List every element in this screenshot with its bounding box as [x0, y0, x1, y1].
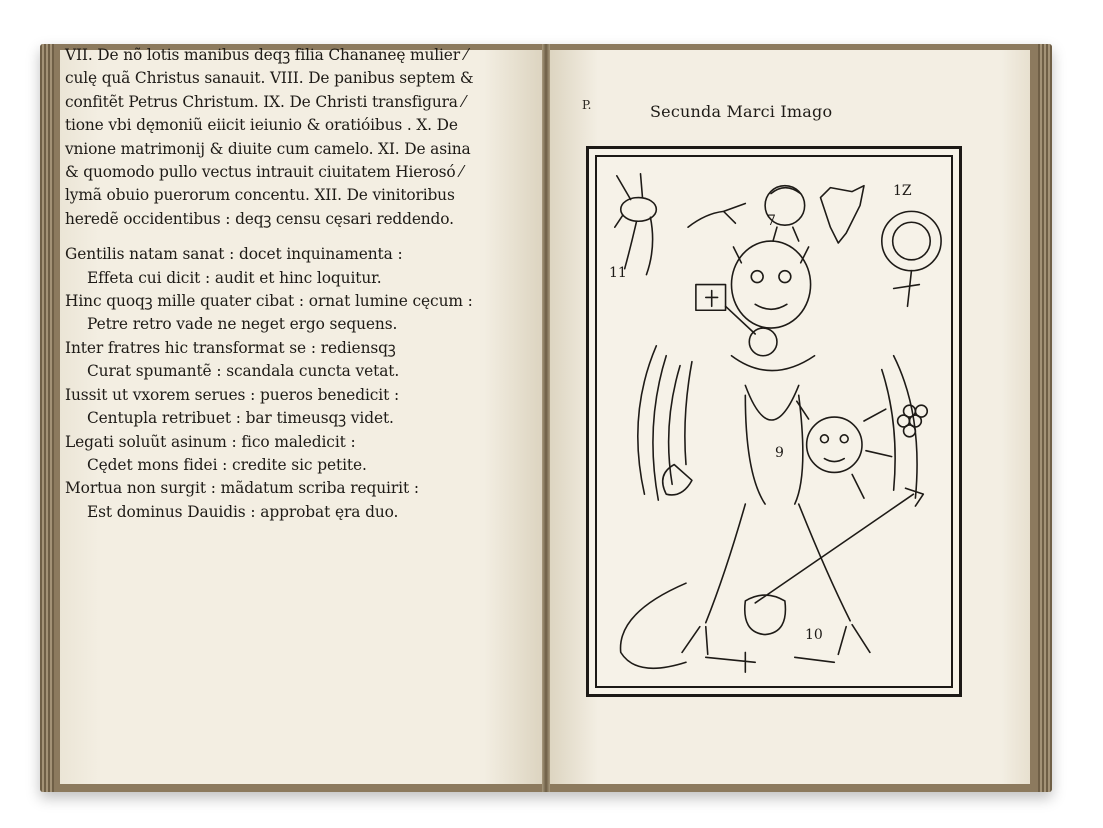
prose-line: lymã obuio puerorum concentu. XII. De vinitoribus [65, 186, 455, 205]
verse-line: Hinc quoqꝫ mille quater cibat : ornat lumine cęcum : [65, 292, 473, 311]
hare-figure [615, 174, 657, 275]
verse-line: Centupla retribuet : bar timeusqꝫ videt. [87, 409, 394, 428]
verse-line: Inter fratres hic transformat se : rediensqꝫ [65, 338, 396, 357]
purse-figure [745, 595, 786, 635]
verse-line: Cędet mons fidei : credite sic petite. [87, 455, 367, 474]
sun-face-figure [797, 401, 892, 498]
figure-number-11: 11 [609, 265, 627, 281]
figure-number-10: 10 [805, 627, 823, 643]
verse-block [65, 243, 473, 524]
hand-figure [688, 203, 745, 227]
book-gutter [542, 44, 550, 792]
verse-line: Mortua non surgit : mãdatum scriba requirit : [65, 479, 419, 498]
torso-figure [731, 356, 814, 504]
serpent-tail [621, 583, 686, 668]
prose-paragraph [65, 44, 474, 231]
verse-line: Curat spumantẽ : scandala cuncta vetat. [87, 362, 400, 381]
verse-line: Petre retro vade ne neget ergo sequens. [87, 315, 398, 334]
staff-figure [755, 488, 923, 603]
book-edge-left [40, 44, 54, 792]
prose-line: tione vbi dęmoniũ eiicit ieiunio & oratióibus . X. De [65, 116, 458, 135]
verse-line: Legati soluũt asinum : fico maledicit : [65, 432, 356, 451]
prose-line: confitẽt Petrus Christum. IX. De Christi transfigura ⁄ [65, 92, 465, 111]
bull-head-figure [820, 186, 864, 243]
left-page-text [65, 44, 474, 524]
prose-line: culę quã Christus sanauit. VIII. De panibus septem & [65, 69, 474, 88]
seal-figure [882, 211, 941, 306]
verse-line: Gentilis natam sanat : docet inquinamenta : [65, 245, 403, 264]
verse-line: Iussit ut vxorem serues : pueros benedicit : [65, 385, 400, 404]
key-figure [696, 285, 777, 356]
figure-number-9: 9 [775, 445, 784, 461]
bottom-hands-figure [706, 652, 835, 672]
dragon-head-figure [663, 465, 692, 495]
running-head: Secunda Marci Imago [650, 102, 833, 121]
verse-line: Effeta cui dicit : audit et hinc loquitur. [87, 268, 382, 287]
right-wing [882, 356, 917, 498]
lion-head-figure [731, 241, 810, 328]
verse-line: Est dominus Dauidis : approbat ęra duo. [87, 502, 399, 521]
prose-line: heredẽ occidentibus : deqꝫ censu cęsari reddendo. [65, 209, 454, 228]
prose-line: vnione matrimonij & diuite cum camelo. XI. De asina [65, 139, 471, 158]
prose-line: VII. De nõ lotis manibus deqꝫ filia Chananeę mulier ⁄ [65, 46, 468, 64]
left-wing [638, 346, 692, 500]
figure-number-7: 7 [767, 213, 776, 229]
book-edge-right [1038, 44, 1052, 792]
figure-number-12: 1Z [893, 183, 912, 199]
prose-line: & quomodo pullo vectus intrauit ciuitatem Hierosó ⁄ [65, 163, 463, 182]
woodcut-illustration [586, 146, 962, 697]
mnemonic-figure-drawing [597, 157, 951, 686]
woodcut-inner-border [595, 155, 953, 688]
page-mark: P. [582, 98, 592, 112]
